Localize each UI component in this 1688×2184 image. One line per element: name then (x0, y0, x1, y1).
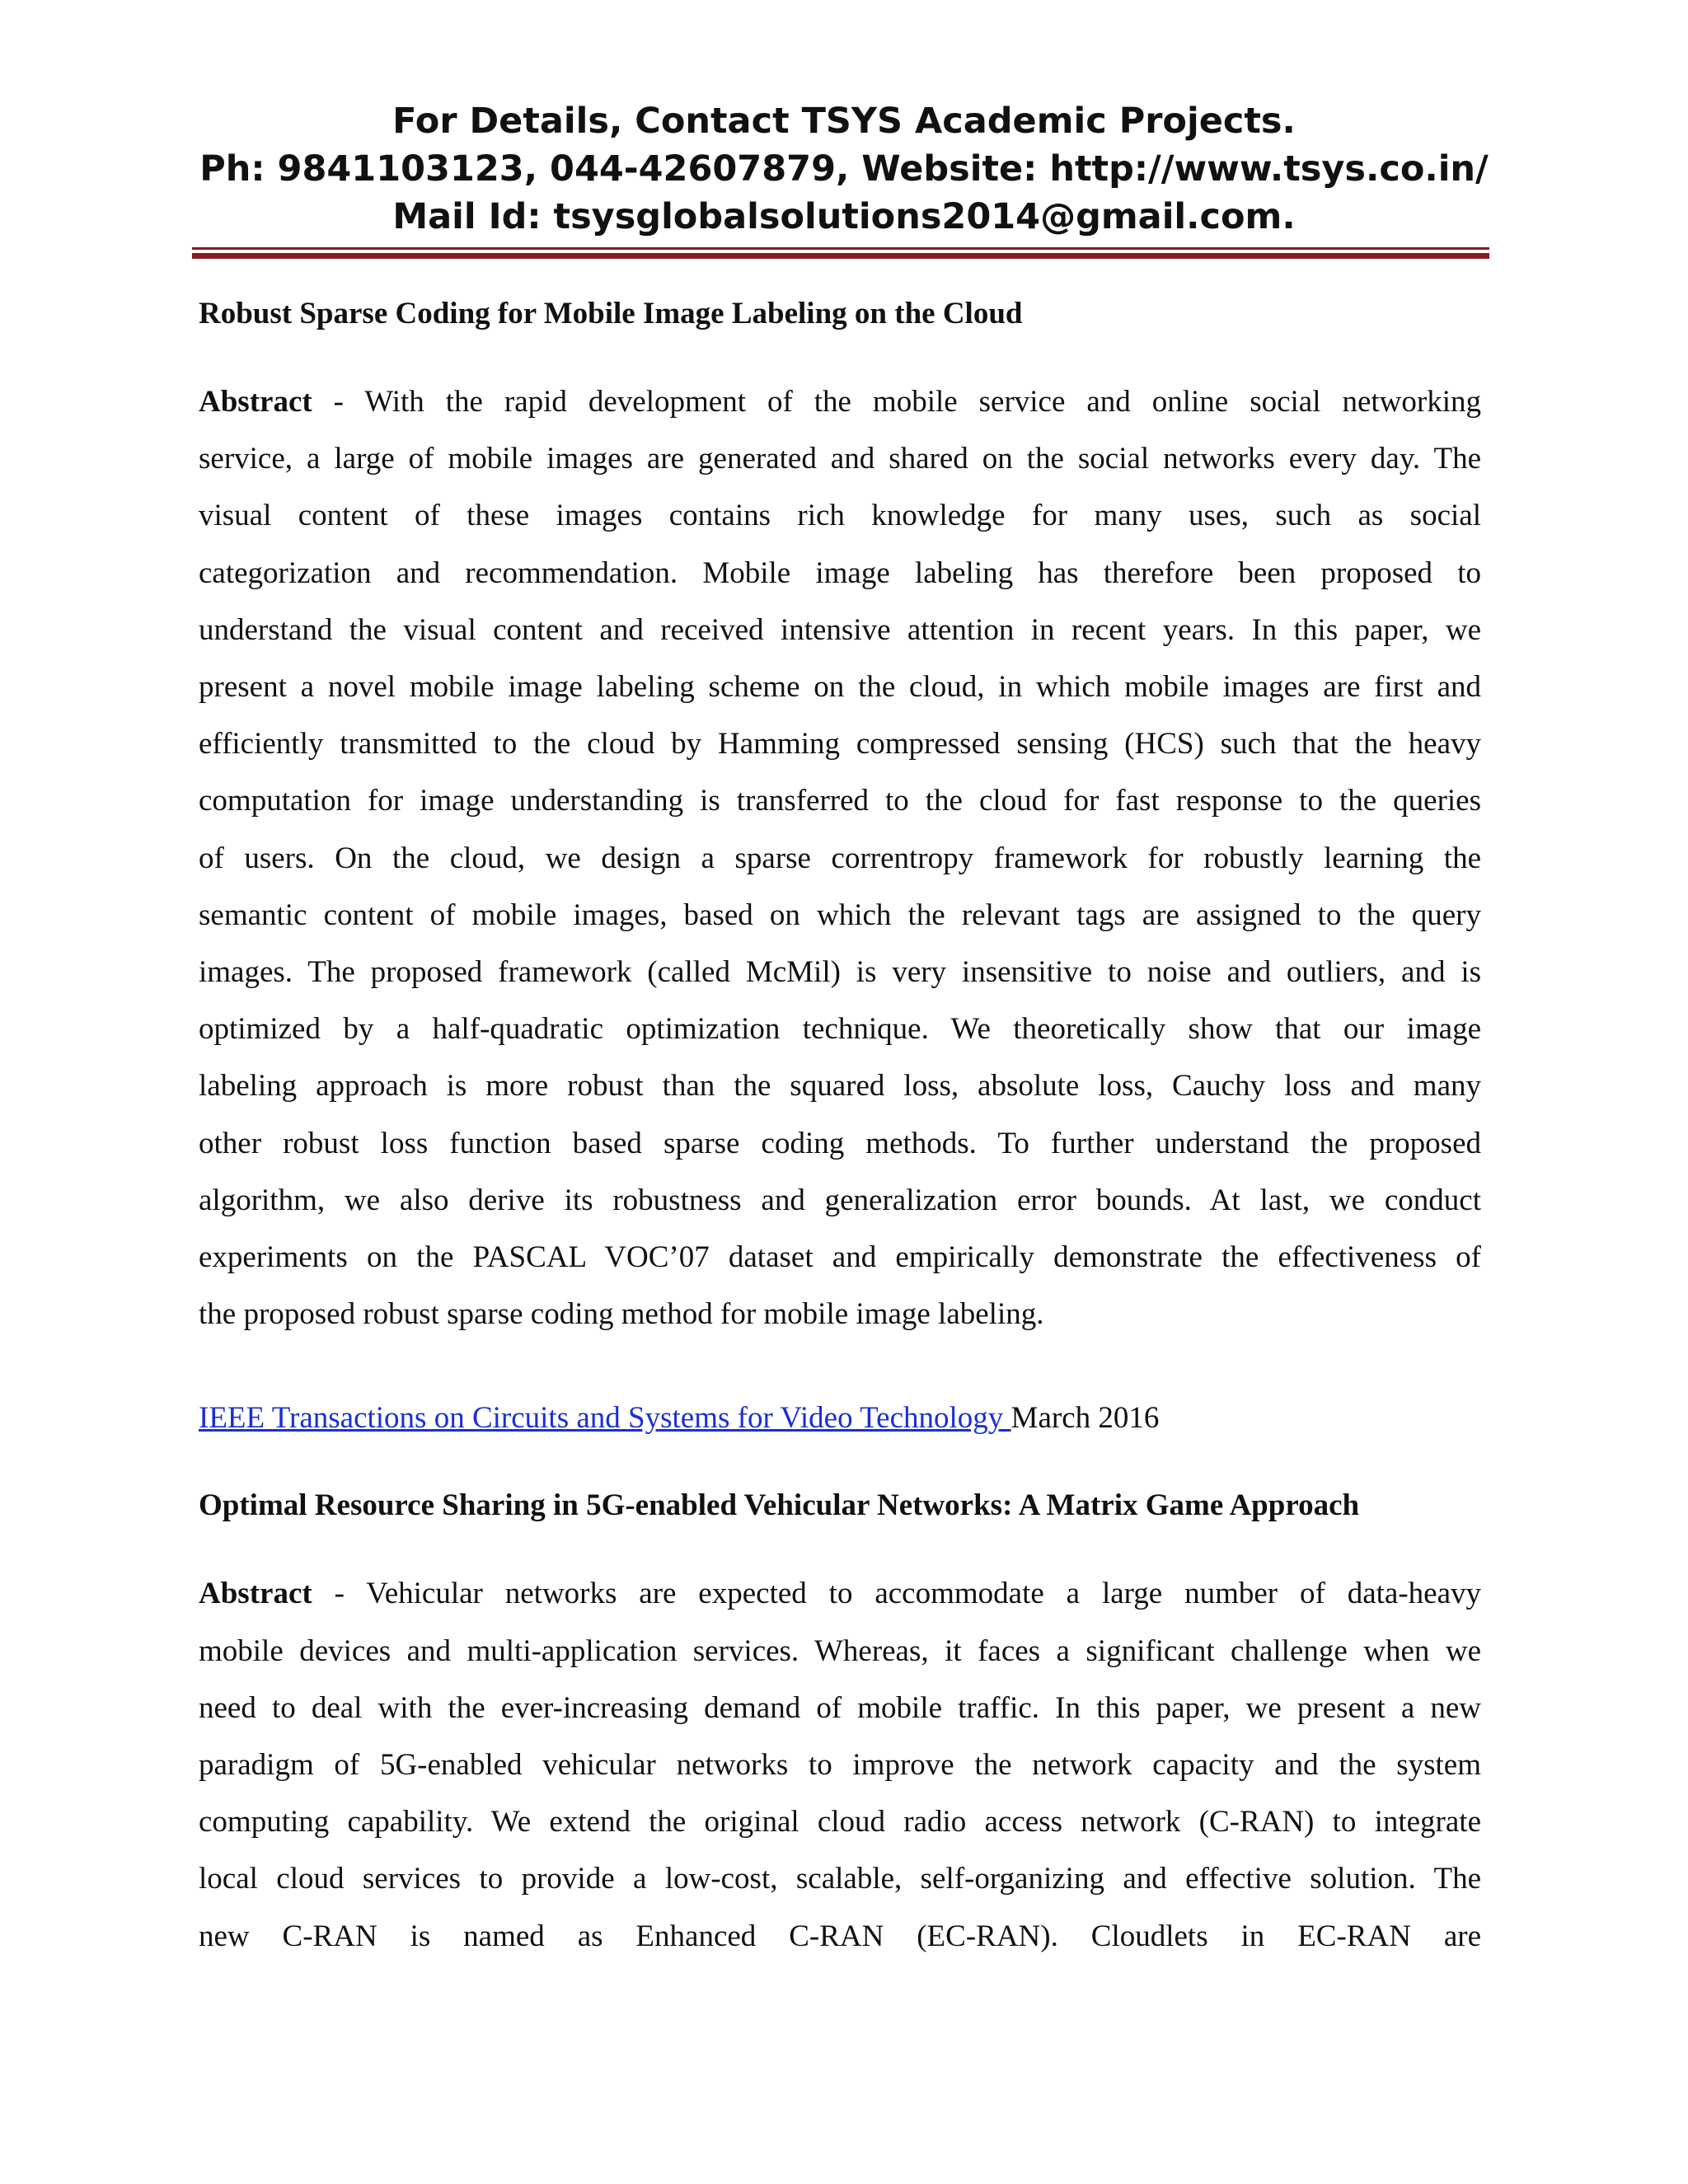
abstract-line: efficiently transmitted to the cloud by Hamming compressed sensing (HCS) such that the heavy (199, 727, 1481, 762)
abstract-line: computing capability. We extend the original cloud radio access network (C-RAN) to integrate (199, 1805, 1481, 1840)
abstract-line: local cloud services to provide a low-cost, scalable, self-organizing and effective solution. The (199, 1862, 1481, 1896)
abstract-line: need to deal with the ever-increasing demand of mobile traffic. In this paper, we present a new (199, 1690, 1481, 1725)
abstract-line: labeling approach is more robust than the squared loss, absolute loss, Cauchy loss and many (199, 1069, 1481, 1104)
abstract-line: paradigm of 5G-enabled vehicular networks to improve the network capacity and the system (199, 1748, 1481, 1783)
abstract-line: of users. On the cloud, we design a sparse correntropy framework for robustly learning the (199, 841, 1481, 875)
abstract-line: algorithm, we also derive its robustness and generalization error bounds. At last, we conduct (199, 1183, 1481, 1217)
publication-date: March 2016 (1010, 1401, 1160, 1436)
abstract-line: experiments on the PASCAL VOC’07 dataset and empirically demonstrate the effectiveness of (199, 1240, 1481, 1275)
abstract-line: categorization and recommendation. Mobile image labeling has therefore been proposed to (199, 555, 1481, 590)
abstract-line: the proposed robust sparse coding method for mobile image labeling. (199, 1297, 1044, 1332)
abstract-line: service, a large of mobile images are generated and shared on the social networks every day. The (199, 442, 1481, 476)
abstract-label: Abstract (199, 1577, 312, 1611)
paper-2-title: Optimal Resource Sharing in 5G-enabled Vehicular Networks: A Matrix Game Approach (199, 1488, 1360, 1523)
abstract-line: images. The proposed framework (called McMil) is very insensitive to noise and outliers, and is (199, 955, 1481, 990)
abstract-line: visual content of these images contains rich knowledge for many uses, such as social (199, 499, 1481, 533)
abstract-line: Abstract - Vehicular networks are expected to accommodate a large number of data-heavy (199, 1577, 1481, 1611)
header-divider-thin (192, 247, 1489, 250)
abstract-line: other robust loss function based sparse coding methods. To further understand the proposed (199, 1126, 1481, 1160)
header-line-1: For Details, Contact TSYS Academic Projects. (392, 101, 1296, 142)
paper-2-abstract (199, 1565, 1481, 1964)
header-divider-thick (192, 253, 1489, 259)
abstract-line: new C-RAN is named as Enhanced C-RAN (EC-RAN). Cloudlets in EC-RAN are (199, 1919, 1481, 1953)
abstract-line: computation for image understanding is transferred to the cloud for fast response to the queries (199, 784, 1481, 818)
paper-1-abstract (199, 373, 1481, 1343)
journal-link[interactable]: IEEE Transactions on Circuits and Systems for Video Technology (199, 1401, 1011, 1436)
contact-header (0, 97, 1688, 241)
abstract-line: understand the visual content and received intensive attention in recent years. In this paper, we (199, 612, 1481, 647)
paper-1-publication (199, 1397, 1481, 1440)
paper-1-title: Robust Sparse Coding for Mobile Image Labeling on the Cloud (199, 297, 1023, 330)
header-line-2: Ph: 9841103123, 044-42607879, Website: http://www.tsys.co.in/ (199, 148, 1489, 190)
abstract-line: present a novel mobile image labeling scheme on the cloud, in which mobile images are first and (199, 670, 1481, 705)
abstract-line: semantic content of mobile images, based on which the relevant tags are assigned to the query (199, 898, 1481, 932)
header-line-3: Mail Id: tsysglobalsolutions2014@gmail.com. (392, 196, 1296, 237)
document-body (199, 293, 1481, 1965)
abstract-label: Abstract (199, 385, 312, 419)
abstract-line: Abstract - With the rapid development of the mobile service and online social networking (199, 385, 1481, 419)
abstract-line: mobile devices and multi-application services. Whereas, it faces a significant challenge when we (199, 1633, 1481, 1668)
abstract-line: optimized by a half-quadratic optimization technique. We theoretically show that our image (199, 1012, 1481, 1047)
